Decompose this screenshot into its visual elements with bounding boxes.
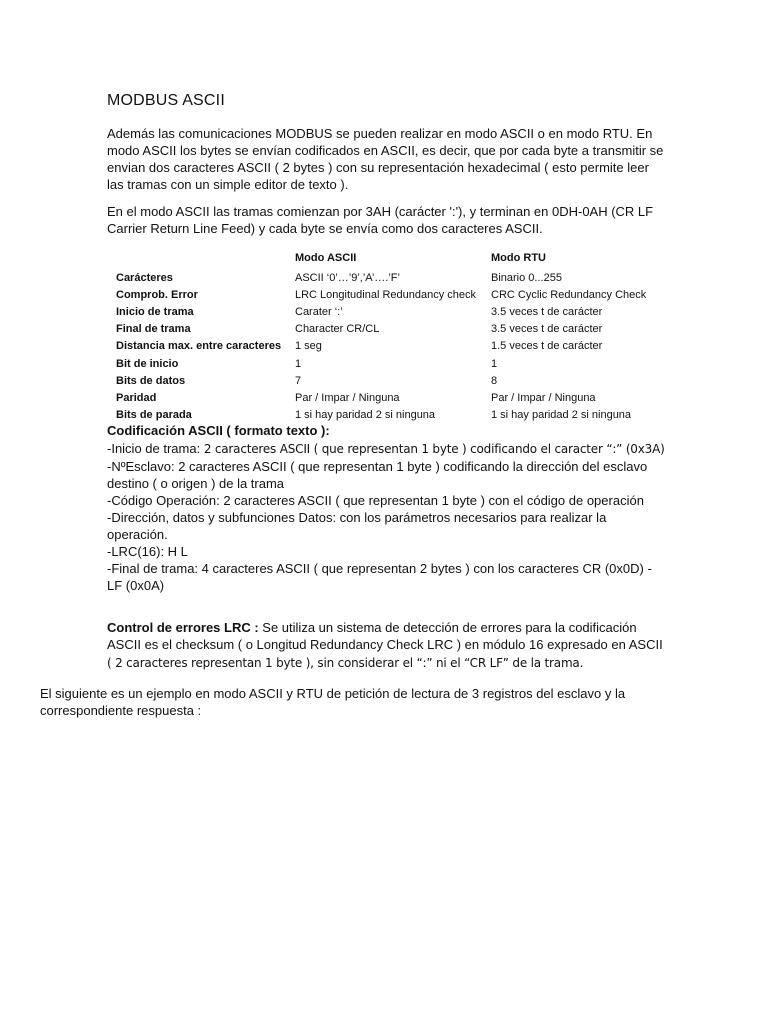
list-item — [107, 440, 667, 458]
intro-paragraph-1: Además las comunicaciones MODBUS se pueden realizar en modo ASCII o en modo RTU. En modo ASCII los bytes se envían codificados en ASCII, es decir, que por cada byte a transmitir se envian dos caracteres ASCII ( 2 bytes ) con su representación hexadecimal ( esto permite leer las tramas con un simple editor de texto ). — [107, 126, 664, 192]
comparison-table — [113, 249, 651, 424]
list-item-rest: 2 caracteres ASCII ( que representan 1 byte ) codificando el caracter “:” (0x3A) — [203, 442, 665, 456]
table-row — [113, 286, 651, 303]
list-item — [107, 458, 667, 492]
table-row — [113, 338, 651, 355]
table-row — [113, 389, 651, 406]
row-rtu-value: CRC Cyclic Redundancy Check — [491, 288, 647, 301]
row-label: Paridad — [116, 391, 157, 404]
closing-paragraph: El siguiente es un ejemplo en modo ASCII y RTU de petición de lectura de 3 registros del esclavo y la correspondiente respuesta : — [40, 686, 626, 718]
row-rtu-value: 1.5 veces t de carácter — [491, 340, 603, 353]
row-label: Bits de parada — [116, 409, 192, 422]
row-ascii-value: ASCII ‘0’…’9’,’A’….’F’ — [295, 271, 400, 284]
intro-paragraph-2: En el modo ASCII las tramas comienzan por 3AH (carácter ':'), y terminan en 0DH-0AH (CR LF Carrier Return Line Feed) y cada byte se envía como dos caracteres ASCII. — [107, 204, 654, 236]
row-ascii-value: Par / Impar / Ninguna — [295, 391, 400, 404]
list-item-prefix: -Inicio de trama: — [107, 441, 204, 456]
list-item-prefix: -Dirección, datos y subfunciones Datos: con los parámetros necesarios para realizar la operación. — [107, 510, 607, 542]
row-rtu-value: 3.5 veces t de carácter — [491, 305, 603, 318]
table-row — [113, 303, 651, 320]
list-item — [107, 560, 667, 594]
row-rtu-value: 3.5 veces t de carácter — [491, 323, 603, 336]
row-rtu-value: 8 — [491, 374, 498, 387]
list-item-prefix: -Código Operación: 2 caracteres ASCII ( que representan 1 byte ) con el código de operación — [107, 493, 644, 508]
list-item — [107, 492, 667, 509]
row-ascii-value: Character CR/CL — [295, 323, 380, 336]
row-label: Comprob. Error — [116, 288, 198, 301]
row-ascii-value: 1 — [295, 357, 302, 370]
row-label: Distancia max. entre caracteres — [116, 340, 282, 353]
table-row — [113, 321, 651, 338]
lrc-text: Se utiliza un sistema de detección de errores para la codificación ASCII es el checksum ( o Longitud Redundancy Check LRC ) en módulo 16 expresado en ASCII — [107, 620, 663, 652]
list-item-prefix: -Final de trama: 4 caracteres ASCII ( que representan 2 bytes ) con los caracteres CR (0x0D) - LF (0x0A) — [107, 561, 652, 593]
row-ascii-value: 7 — [295, 374, 302, 387]
table-header-rtu: Modo RTU — [491, 252, 546, 264]
table-header-empty — [113, 249, 295, 269]
table-row — [113, 372, 651, 389]
row-label: Bits de datos — [116, 374, 186, 387]
table-row — [113, 269, 651, 286]
row-ascii-value: LRC Longitudinal Redundancy check — [295, 288, 477, 301]
lrc-label: Control de errores LRC : — [107, 620, 259, 635]
row-ascii-value: 1 si hay paridad 2 si ninguna — [295, 409, 436, 422]
lrc-text-tail: ( 2 caracteres representan 1 byte ), sin considerar el “:” ni el “CR LF” de la trama. — [107, 656, 584, 670]
list-item — [107, 509, 667, 543]
row-label: Bit de inicio — [116, 357, 179, 370]
row-ascii-value: Carater ‘:’ — [295, 305, 343, 318]
row-rtu-value: Par / Impar / Ninguna — [491, 391, 596, 404]
list-item — [107, 543, 667, 560]
row-ascii-value: 1 seg — [295, 340, 322, 353]
table-header-ascii: Modo ASCII — [295, 252, 357, 264]
list-item-prefix: -LRC(16): H L — [107, 544, 188, 559]
row-rtu-value: 1 — [491, 357, 498, 370]
table-row — [113, 407, 651, 424]
row-label: Carácteres — [116, 271, 173, 284]
row-label: Inicio de trama — [116, 305, 194, 318]
row-rtu-value: 1 si hay paridad 2 si ninguna — [491, 409, 632, 422]
row-label: Final de trama — [116, 323, 191, 336]
table-header-row — [113, 249, 651, 269]
list-item-prefix: -NºEsclavo: 2 caracteres ASCII ( que representan 1 byte ) codificando la dirección del esclavo destino ( o origen ) de la trama — [107, 459, 648, 491]
lrc-paragraph — [107, 619, 667, 672]
coding-list — [107, 440, 667, 594]
coding-section-title: Codificación ASCII ( formato texto ): — [107, 423, 330, 438]
row-rtu-value: Binario 0...255 — [491, 271, 562, 284]
page-title: MODBUS ASCII — [107, 92, 225, 109]
table-row — [113, 355, 651, 372]
